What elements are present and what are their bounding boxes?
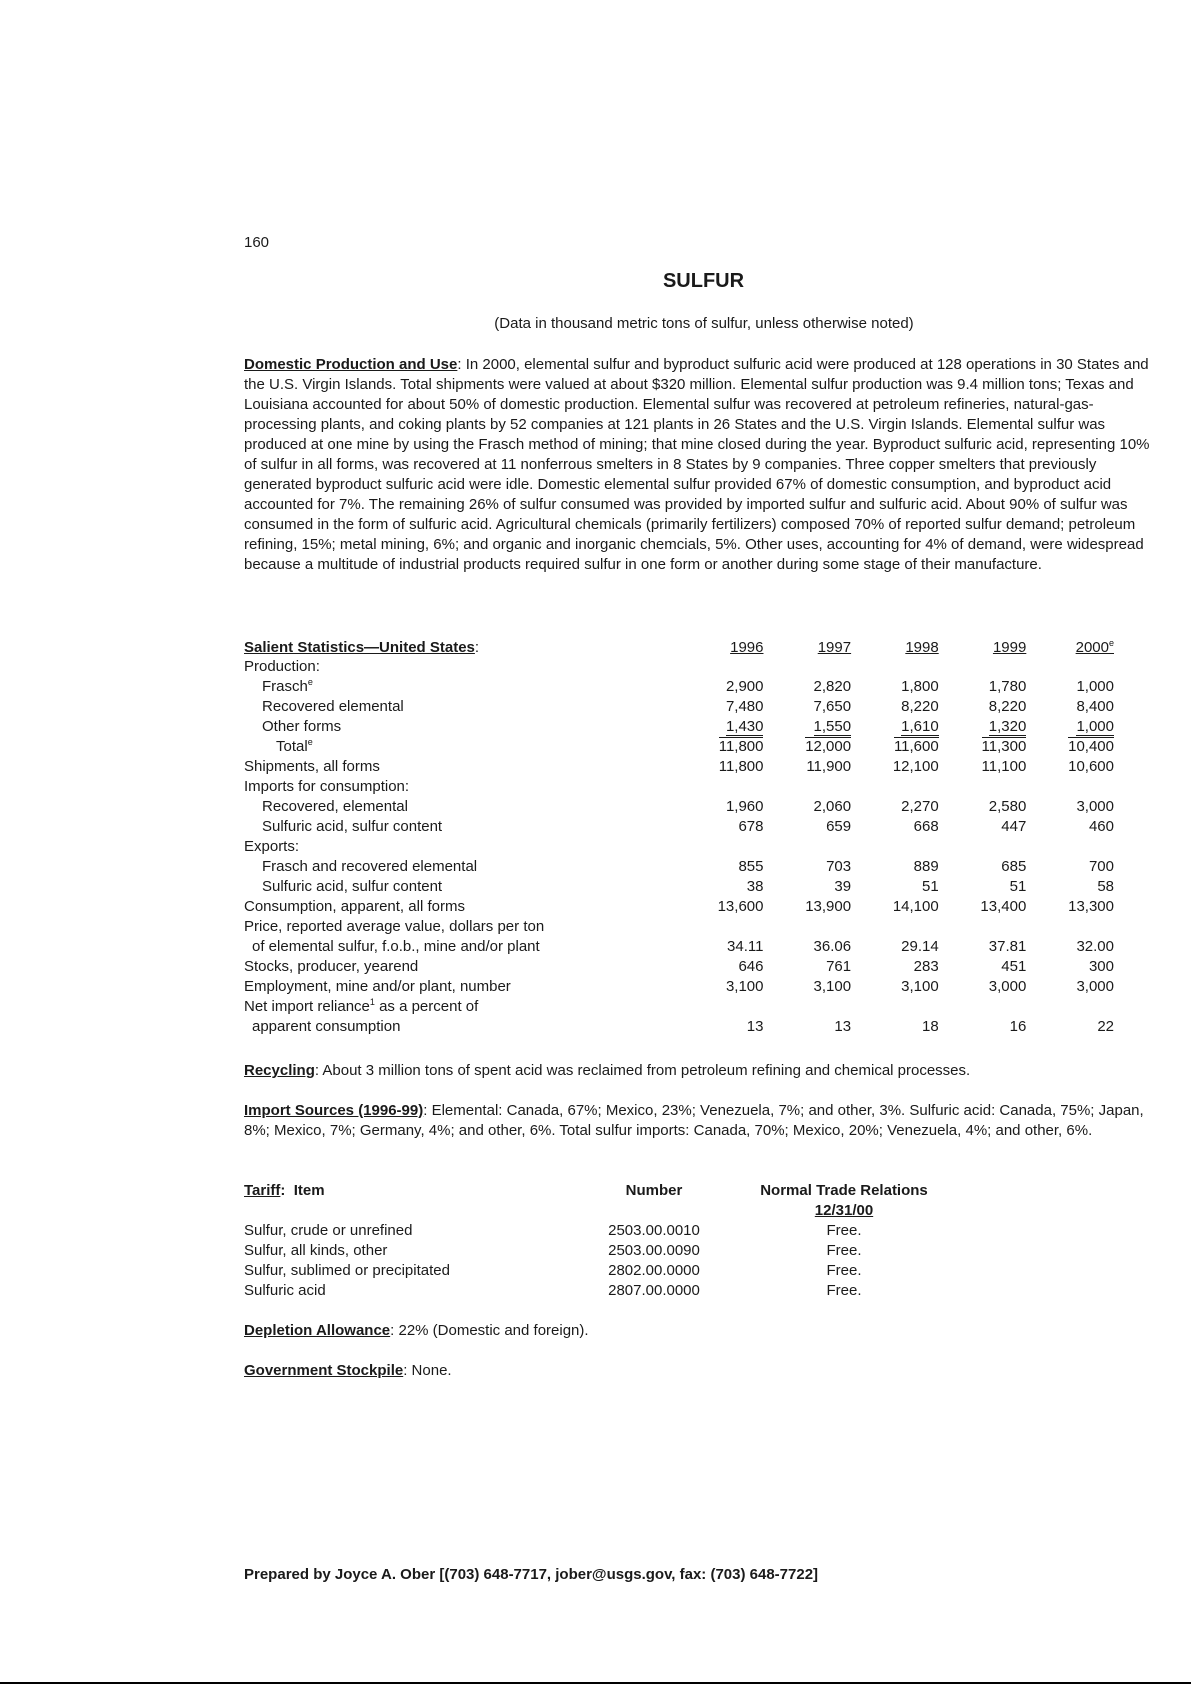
value-cell: 11,800 xyxy=(718,738,764,755)
recycling-section xyxy=(244,1061,1162,1081)
domestic-production-heading: Domestic Production and Use xyxy=(244,356,458,373)
row-label: Sulfuric acid, sulfur content xyxy=(262,818,443,835)
table-row xyxy=(244,897,1114,917)
value-cell: 10,600 xyxy=(1068,758,1114,775)
value-cell: 18 xyxy=(922,1018,939,1035)
page-bottom-rule xyxy=(0,1682,1191,1684)
stockpile-heading: Government Stockpile xyxy=(244,1362,404,1379)
table-row xyxy=(244,757,1114,777)
salient-statistics-table xyxy=(244,637,1114,1037)
value-cell: 3,000 xyxy=(1076,978,1114,995)
salient-header-row xyxy=(244,637,1114,657)
domestic-production-text: : In 2000, elemental sulfur and byproduct sulfuric acid were produced at 128 operations in 30 States and the U.S. Virgin Islands. Total shipments were valued at about $320 million. Elemental sulfur production was 9.4 million tons; Texas and Louisiana accounted for about 50% of domestic production. Elemental sulfur was recovered at petroleum refineries, natural-gas-processing plants, and coking plants by 52 companies at 121 plants in 26 States and the U.S. Virgin Islands. Elemental sulfur was produced at one mine by using the Frasch method of mining; that mine closed during the year. Byproduct sulfuric acid, representing 10% of sulfur in all forms, was recovered at 11 nonferrous smelters in 8 States by 9 companies. Three copper smelters that previously generated byproduct sulfuric acid were idle. Domestic elemental sulfur provided 67% of domestic consumption, and byproduct acid accounted for 7%. The remaining 26% of sulfur consumed was provided by imported sulfur and sulfuric acid. About 90% of sulfur was consumed in the form of sulfuric acid. Agricultural chemicals (primarily fertilizers) composed 70% of reported sulfur demand; petroleum refining, 15%; metal mining, 6%; and organic and inorganic chemcials, 5%. Other uses, accounting for 4% of demand, were widespread because a multitude of industrial products required sulfur in one form or another during some stage of their manufacture. xyxy=(244,356,1150,573)
tariff-ntr-header: Normal Trade Relations xyxy=(760,1182,928,1199)
table-row xyxy=(244,777,1114,797)
value-cell: 678 xyxy=(738,818,764,835)
row-label: Production: xyxy=(244,658,320,675)
value-cell xyxy=(851,997,939,1017)
value-cell: 11,100 xyxy=(981,758,1027,775)
tariff-row xyxy=(244,1281,954,1301)
row-label: Sulfuric acid, sulfur content xyxy=(262,878,443,895)
value-cell: 1,000 xyxy=(1076,678,1114,695)
value-cell: 659 xyxy=(826,818,852,835)
value-cell xyxy=(676,917,764,937)
page-number: 160 xyxy=(244,234,270,251)
value-cell xyxy=(1026,837,1114,857)
value-cell: 39 xyxy=(834,878,852,895)
tariff-number: 2807.00.0000 xyxy=(608,1282,700,1299)
row-label: Exports: xyxy=(244,838,300,855)
value-cell: 10,400 xyxy=(1068,738,1114,755)
row-label: Total$^e$ xyxy=(276,737,313,755)
value-cell xyxy=(939,997,1027,1017)
page-title: SULFUR xyxy=(662,270,745,292)
value-cell xyxy=(939,777,1027,797)
value-cell xyxy=(763,917,851,937)
year-header: 2000e xyxy=(1075,637,1114,656)
salient-heading: Salient Statistics—United States: xyxy=(244,638,480,656)
value-cell: 1,430 xyxy=(725,718,764,735)
value-cell: 700 xyxy=(1088,858,1114,875)
value-cell: 855 xyxy=(738,858,764,875)
value-cell: 13,600 xyxy=(717,898,764,915)
row-label: Employment, mine and/or plant, number xyxy=(244,978,511,995)
value-cell xyxy=(763,837,851,857)
table-row xyxy=(244,917,1114,937)
value-cell: 13,300 xyxy=(1068,898,1114,915)
stockpile-text: : None. xyxy=(403,1362,452,1379)
recycling-text: : About 3 million tons of spent acid was reclaimed from petroleum refining and chemical processes. xyxy=(314,1062,971,1079)
value-cell: 11,800 xyxy=(718,758,764,775)
value-cell xyxy=(763,997,851,1017)
value-cell: 8,220 xyxy=(988,698,1027,715)
value-cell: 22 xyxy=(1097,1018,1114,1035)
value-cell: 11,600 xyxy=(893,738,939,755)
value-cell xyxy=(1026,997,1114,1017)
table-row xyxy=(244,857,1114,877)
value-cell: 451 xyxy=(1001,958,1027,975)
tariff-number: 2503.00.0010 xyxy=(608,1222,700,1239)
value-cell: 3,000 xyxy=(988,978,1027,995)
value-cell xyxy=(1026,917,1114,937)
value-cell xyxy=(676,837,764,857)
value-cell: 58 xyxy=(1097,878,1114,895)
tariff-item: Sulfur, all kinds, other xyxy=(244,1242,388,1259)
value-cell: 11,300 xyxy=(981,738,1027,755)
row-label: Frasch$^e$ xyxy=(262,677,313,695)
table-row xyxy=(244,797,1114,817)
table-row xyxy=(244,817,1114,837)
row-label: Frasch and recovered elemental xyxy=(262,858,478,875)
value-cell xyxy=(939,837,1027,857)
value-cell xyxy=(851,657,939,677)
value-cell xyxy=(1026,657,1114,677)
tariff-heading: Tariff: Item xyxy=(244,1182,325,1199)
value-cell xyxy=(851,917,939,937)
value-cell: 34.11 xyxy=(727,938,764,955)
value-cell: 2,270 xyxy=(901,798,939,815)
value-cell: 668 xyxy=(913,818,939,835)
value-cell: 1,000 xyxy=(1076,718,1114,735)
prepared-by: Prepared by Joyce A. Ober [(703) 648-7717, jober@usgs.gov, fax: (703) 648-7722] xyxy=(244,1566,819,1583)
year-header: 1999 xyxy=(992,638,1027,656)
table-row xyxy=(244,657,1114,677)
depletion-allowance-section xyxy=(244,1321,1162,1341)
value-cell: 29.14 xyxy=(901,938,939,955)
value-cell: 761 xyxy=(826,958,852,975)
value-cell: 703 xyxy=(826,858,852,875)
value-cell: 14,100 xyxy=(892,898,939,915)
tariff-header-row-2 xyxy=(244,1201,954,1221)
tariff-item: Sulfur, crude or unrefined xyxy=(244,1222,413,1239)
table-row xyxy=(244,997,1114,1017)
tariff-header-row xyxy=(244,1181,954,1201)
tariff-row xyxy=(244,1221,954,1241)
value-cell xyxy=(676,997,764,1017)
row-label: Shipments, all forms xyxy=(244,758,380,775)
tariff-ntr-rate: Free. xyxy=(826,1222,862,1239)
value-cell: 1,550 xyxy=(813,718,852,735)
page-subtitle: (Data in thousand metric tons of sulfur, unless otherwise noted) xyxy=(494,315,914,332)
row-label: Recovered, elemental xyxy=(262,798,408,815)
value-cell xyxy=(851,777,939,797)
import-sources-heading: Import Sources (1996-99) xyxy=(244,1102,424,1119)
value-cell: 447 xyxy=(1001,818,1027,835)
value-cell xyxy=(763,657,851,677)
year-header: 1998 xyxy=(905,638,939,656)
domestic-production-section xyxy=(244,355,1162,575)
value-cell xyxy=(939,657,1027,677)
tariff-item: Sulfur, sublimed or precipitated xyxy=(244,1262,450,1279)
row-label: Consumption, apparent, all forms xyxy=(244,898,465,915)
table-row xyxy=(244,697,1114,717)
value-cell: 36.06 xyxy=(813,938,852,955)
tariff-ntr-rate: Free. xyxy=(826,1282,862,1299)
import-sources-text: : Elemental: Canada, 67%; Mexico, 23%; Venezuela, 7%; and other, 3%. Sulfuric acid: Canada, 75%; Japan, 8%; Mexico, 7%; Germany, 4%; and other, 6%. Total sulfur imports: Canada, 70%; Mexico, 20%; Venezuela, 4%; and other, 6%. xyxy=(244,1102,1144,1139)
value-cell: 2,820 xyxy=(813,678,852,695)
value-cell xyxy=(851,837,939,857)
table-row xyxy=(244,937,1114,957)
value-cell: 13 xyxy=(746,1018,764,1035)
value-cell: 1,610 xyxy=(901,718,939,735)
table-row xyxy=(244,977,1114,997)
value-cell: 13,900 xyxy=(805,898,852,915)
row-label: Recovered elemental xyxy=(262,698,404,715)
value-cell: 8,220 xyxy=(901,698,939,715)
value-cell xyxy=(763,777,851,797)
value-cell: 2,060 xyxy=(813,798,852,815)
value-cell xyxy=(676,657,764,677)
tariff-item: Sulfuric acid xyxy=(244,1282,326,1299)
row-label: Other forms xyxy=(262,718,342,735)
value-cell: 889 xyxy=(913,858,939,875)
value-cell: 37.81 xyxy=(988,938,1027,955)
value-cell: 3,100 xyxy=(901,978,939,995)
value-cell: 13,400 xyxy=(980,898,1027,915)
table-row xyxy=(244,837,1114,857)
tariff-row xyxy=(244,1261,954,1281)
value-cell: 283 xyxy=(913,958,939,975)
table-row xyxy=(244,1017,1114,1037)
import-sources-section xyxy=(244,1101,1162,1141)
tariff-number-header: Number xyxy=(625,1182,683,1199)
value-cell: 11,900 xyxy=(806,758,852,775)
row-label: Stocks, producer, yearend xyxy=(244,958,419,975)
table-row xyxy=(244,957,1114,977)
year-header: 1997 xyxy=(817,638,852,656)
value-cell: 646 xyxy=(738,958,764,975)
value-cell xyxy=(939,917,1027,937)
value-cell: 2,900 xyxy=(725,678,764,695)
tariff-ntr-date: 12/31/00 xyxy=(814,1202,874,1219)
value-cell xyxy=(1026,777,1114,797)
value-cell: 16 xyxy=(1009,1018,1027,1035)
government-stockpile-section xyxy=(244,1361,1162,1381)
row-label: Net import reliance$^1$ as a percent of xyxy=(244,997,479,1015)
recycling-heading: Recycling xyxy=(244,1062,315,1079)
value-cell: 32.00 xyxy=(1076,938,1114,955)
value-cell: 2,580 xyxy=(988,798,1027,815)
value-cell: 460 xyxy=(1088,818,1114,835)
value-cell: 51 xyxy=(922,878,939,895)
tariff-ntr-rate: Free. xyxy=(826,1242,862,1259)
value-cell: 7,480 xyxy=(725,698,764,715)
value-cell: 3,100 xyxy=(813,978,852,995)
tariff-table xyxy=(244,1181,954,1301)
row-label: apparent consumption xyxy=(252,1018,401,1035)
tariff-number: 2503.00.0090 xyxy=(608,1242,700,1259)
value-cell: 12,100 xyxy=(892,758,939,775)
value-cell: 8,400 xyxy=(1076,698,1114,715)
value-cell: 38 xyxy=(746,878,764,895)
table-row xyxy=(244,737,1114,757)
year-header: 1996 xyxy=(730,638,764,656)
value-cell: 1,780 xyxy=(988,678,1027,695)
value-cell: 13 xyxy=(834,1018,852,1035)
row-label: of elemental sulfur, f.o.b., mine and/or plant xyxy=(252,938,540,955)
value-cell: 7,650 xyxy=(813,698,852,715)
table-row xyxy=(244,877,1114,897)
tariff-ntr-rate: Free. xyxy=(826,1262,862,1279)
depletion-heading: Depletion Allowance xyxy=(244,1322,391,1339)
value-cell: 3,000 xyxy=(1076,798,1114,815)
value-cell: 685 xyxy=(1001,858,1027,875)
value-cell: 1,800 xyxy=(901,678,939,695)
value-cell: 300 xyxy=(1088,958,1114,975)
value-cell: 51 xyxy=(1009,878,1027,895)
value-cell: 1,960 xyxy=(725,798,764,815)
tariff-row xyxy=(244,1241,954,1261)
table-row xyxy=(244,717,1114,737)
row-label: Imports for consumption: xyxy=(244,778,410,795)
value-cell: 12,000 xyxy=(805,738,852,755)
table-row xyxy=(244,677,1114,697)
depletion-text: : 22% (Domestic and foreign). xyxy=(390,1322,589,1339)
value-cell: 1,320 xyxy=(988,718,1027,735)
value-cell: 3,100 xyxy=(725,978,764,995)
row-label: Price, reported average value, dollars per ton xyxy=(244,918,545,935)
value-cell xyxy=(676,777,764,797)
tariff-number: 2802.00.0000 xyxy=(608,1262,700,1279)
